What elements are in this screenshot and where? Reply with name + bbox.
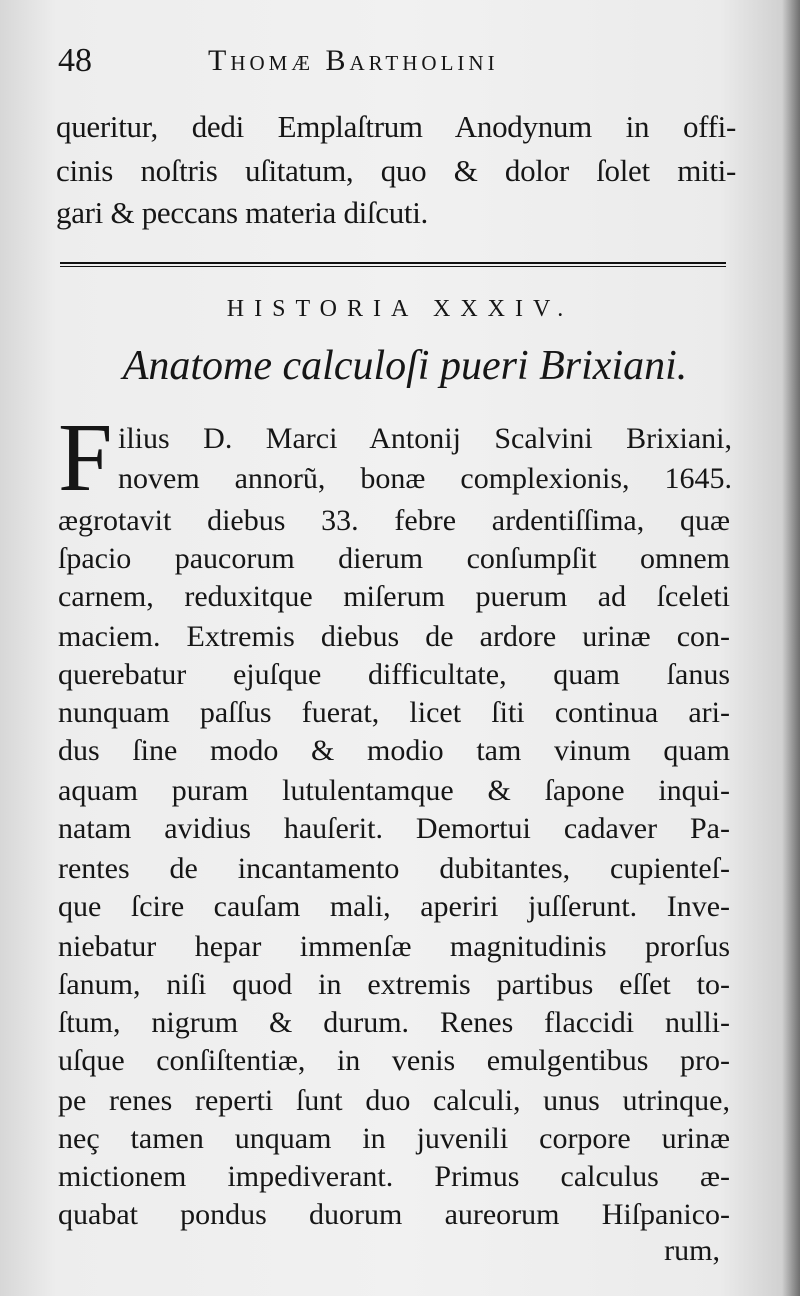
text-line: gari & peccans materia diſcuti. xyxy=(56,195,429,230)
text-line: carnem, reduxitque miſerum puerum ad ſceleti xyxy=(58,580,730,613)
text-line: novem annorũ, bonæ complexionis, 1645. xyxy=(118,462,732,495)
drop-cap: F xyxy=(58,404,113,512)
text-line: dus ſine modo & modio tam vinum quam xyxy=(58,734,730,767)
text-line: ſtum, nigrum & durum. Renes flaccidi nulli- xyxy=(58,1006,730,1039)
text-line: nunquam paſſus fuerat, licet ſiti continua ari- xyxy=(58,696,730,729)
text-line: neç tamen unquam in juvenili corpore urinæ xyxy=(58,1122,730,1155)
text-line: ſpacio paucorum dierum conſumpſit omnem xyxy=(58,542,730,575)
text-line: ægrotavit diebus 33. febre ardentiſſima, quæ xyxy=(58,504,730,537)
history-heading: HISTORIA XXXIV. xyxy=(226,296,574,322)
page-header xyxy=(58,40,730,92)
text-line: uſque conſiſtentiæ, in venis emulgentibus pro- xyxy=(58,1044,730,1077)
text-line: niebatur hepar immenſæ magnitudinis prorſus xyxy=(58,930,730,963)
running-head: Thomæ Bartholini xyxy=(208,44,499,77)
text-line: queritur, dedi Emplaſtrum Anodynum in offi- xyxy=(56,109,736,144)
text-line: que ſcire cauſam mali, aperiri juſſerunt. Inve- xyxy=(58,890,730,923)
text-line: mictionem impediverant. Primus calculus æ- xyxy=(58,1160,730,1193)
text-line: cinis noſtris uſitatum, quo & dolor ſolet miti- xyxy=(56,153,736,188)
history-title: Anatome calculoſi pueri Brixiani. xyxy=(122,343,688,389)
section-divider xyxy=(60,262,726,267)
page-number: 48 xyxy=(58,42,92,79)
text-line: maciem. Extremis diebus de ardore urinæ con- xyxy=(58,620,730,653)
text-line: ilius D. Marci Antonij Scalvini Brixiani, xyxy=(118,422,732,455)
text-line: quabat pondus duorum aureorum Hiſpanico- xyxy=(58,1198,730,1231)
text-line: pe renes reperti ſunt duo calculi, unus utrinque, xyxy=(58,1084,730,1117)
text-line: natam avidius hauſerit. Demortui cadaver Pa- xyxy=(58,812,730,845)
catchword: rum, xyxy=(664,1234,720,1267)
text-line: querebatur ejuſque difficultate, quam ſanus xyxy=(58,658,730,691)
text-line: ſanum, niſi quod in extremis partibus eſſet to- xyxy=(58,968,730,1001)
text-line: aquam puram lutulentamque & ſapone inqui- xyxy=(58,774,730,807)
text-line: rentes de incantamento dubitantes, cupienteſ- xyxy=(58,852,730,885)
